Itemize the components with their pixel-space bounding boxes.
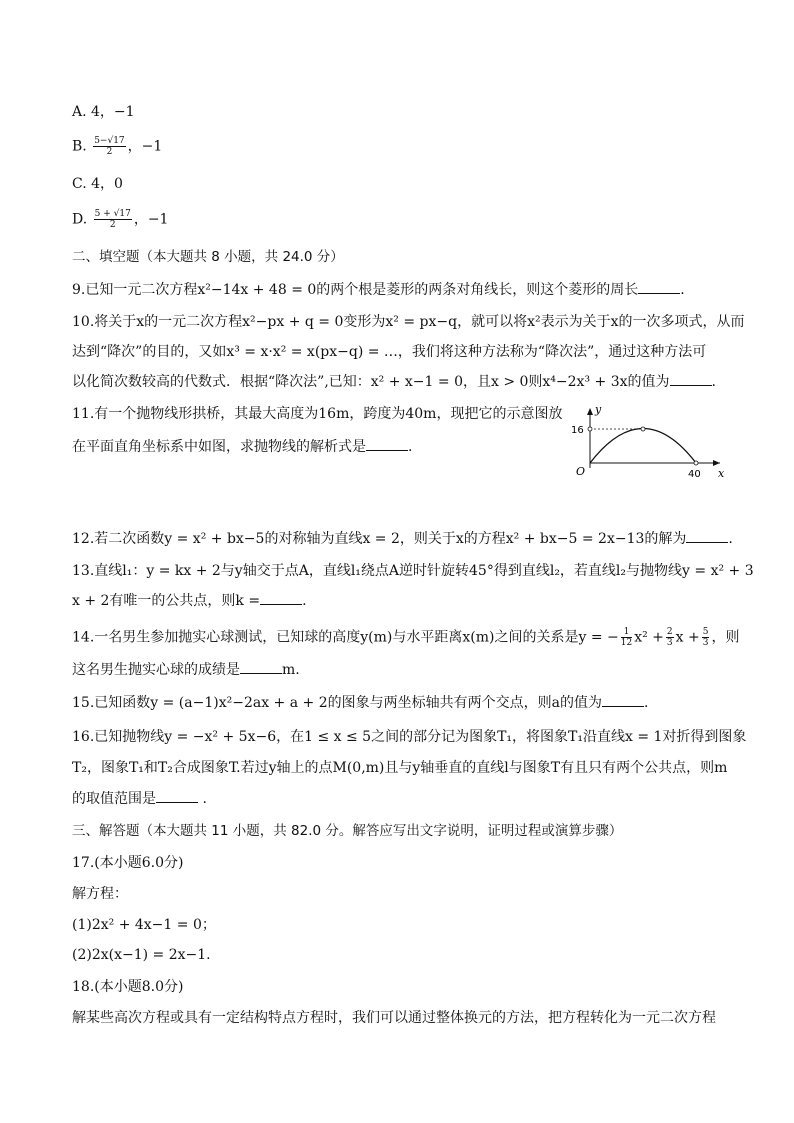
denominator: 2 [109,220,116,230]
answer-blank [638,281,680,294]
question-10-line-1: 10.将关于x的一元二次方程x²−px + q = 0变形为x² = px−q，就可以将x²表示为关于x的一次多项式，从而 [72,314,745,330]
fraction [621,627,632,648]
question-14-line-1 [72,627,740,648]
section-heading: 三、解答题（本大题共 11 小题，共 82.0 分。解答应写出文字说明，证明过程或演算步骤） [72,823,623,839]
origin-label: O [576,465,586,478]
numerator: 1 [621,627,632,638]
option-value: 4，0 [91,176,123,192]
section-heading: 二、填空题（本大题共 8 小题，共 24.0 分） [72,249,344,265]
option-rest: ，−1 [133,211,169,228]
fraction [702,627,710,648]
option-letter: B. [72,138,87,155]
denominator: 3 [666,638,673,648]
punct: . [202,791,207,807]
answer-blank [156,790,198,803]
parabola-curve [590,429,696,464]
question-17-part-1: (1)2x² + 4x−1 = 0； [72,917,216,933]
option-b [72,136,732,157]
answer-blank [366,438,408,451]
question-text: 15.已知函数y = (a−1)x²−2ax + a + 2的图象与两坐标轴共有两个交点，则a的值为 [72,695,602,711]
question-18-heading: 18.(本小题8.0分) [72,979,184,995]
answer-blank [670,373,712,386]
question-12 [72,530,732,548]
question-18-text: 解某些高次方程或具有一定结构特点方程时，我们可以通过整体换元的方法，把方程转化为一元二次方程 [72,1010,716,1026]
answer-blank [240,661,282,674]
question-11-line-1: 11.有一个抛物线形拱桥，其最大高度为16m，跨度为40m，现把它的示意图放 [72,406,563,422]
option-rest: ，−1 [127,138,163,155]
punct: . [728,531,733,547]
question-text: x + 2有唯一的公共点，则k = [72,593,261,609]
answer-blank [602,694,644,707]
question-15 [72,694,732,712]
answer-blank [686,530,728,543]
question-text: 12.若二次函数y = x² + bx−5的对称轴为直线x = 2，则关于x的方程x² + bx−5 = 2x−13的解为 [72,531,687,547]
question-17-part-2: (2)2x(x−1) = 2x−1. [72,947,211,963]
question-10-line-2: 达到“降次”的目的，又如x³ = x·x² = x(px−q) = …，我们将这种方法称为“降次法”，通过这种方法可 [72,344,707,360]
vertex-point [641,427,645,431]
y-axis-arrow [587,408,593,415]
x-axis-arrow [713,460,720,466]
option-d [72,209,732,230]
y-axis-label: y [595,403,602,416]
option-value: 4，−1 [91,104,135,120]
denominator: 12 [620,638,633,648]
punct: . [680,282,685,298]
question-16-line-1: 16.已知抛物线y = −x² + 5x−6，在1 ≤ x ≤ 5之间的部分记为图象T₁，将图象T₁沿直线x = 1对折得到图象 [72,729,747,745]
question-text: 这名男生抛实心球的成绩是 [72,662,240,678]
x-tick-label: 40 [688,469,701,480]
punct: m. [282,662,300,678]
fraction [94,209,132,230]
answer-blank [260,592,302,605]
term: x + [675,629,700,646]
question-10-line-3 [72,373,732,391]
numerator: 2 [666,627,673,637]
punct: . [711,374,716,390]
question-9 [72,281,732,299]
question-17-instruction: 解方程： [72,886,128,902]
question-14-line-2 [72,661,732,679]
question-text: 14.一名男生参加抛实心球测试，已知球的高度y(m)与水平距离x(m)之间的关系是y = − [72,629,619,646]
option-letter: C. [72,176,87,192]
denominator: 2 [106,147,113,157]
denominator: 3 [702,638,709,648]
option-letter: D. [72,211,88,228]
question-text: 以化简次数较高的代数式．根据“降次法”,已知：x² + x−1 = 0，且x > 0则x⁴−2x³ + 3x的值为 [72,374,670,390]
question-text: 9.已知一元二次方程x²−14x + 48 = 0的两个根是菱形的两条对角线长，则这个菱形的周长 [72,282,639,298]
fraction [93,136,125,157]
punct: . [643,695,649,711]
x-axis-label: x [718,467,725,480]
question-11-line-2 [72,438,552,456]
option-c [72,175,732,193]
question-16-line-2: T₂，图象T₁和T₂合成图象T.若过y轴上的点M(0,m)且与y轴垂直的直线l与图象T有且只有两个公共点，则m [72,760,728,776]
question-13-line-2 [72,592,732,610]
option-letter: A. [72,104,87,120]
option-a [72,103,732,121]
fraction [666,627,674,648]
question-text: 的取值范围是 [72,791,156,807]
punct: . [302,593,307,609]
numerator: 5 + √17 [94,209,131,219]
numerator: 5−√17 [94,136,125,146]
numerator: 5 [702,627,709,637]
y-tick-label: 16 [571,425,584,436]
parabola-graph [560,400,730,482]
punct: . [408,439,413,455]
question-17-heading: 17.(本小题6.0分) [72,855,184,871]
question-16-line-3 [72,790,732,808]
question-13-line-1: 13.直线l₁：y = kx + 2与y轴交于点A，直线l₁绕点A逆时针旋转45°得到直线l₂，若直线l₂与抛物线y = x² + 3 [72,563,754,579]
term: x² + [634,629,664,646]
question-text: 在平面直角坐标系中如图，求抛物线的解析式是 [72,439,366,455]
y-tick-point [588,427,592,431]
x-intercept-point [694,461,698,465]
term: ，则 [711,629,740,646]
